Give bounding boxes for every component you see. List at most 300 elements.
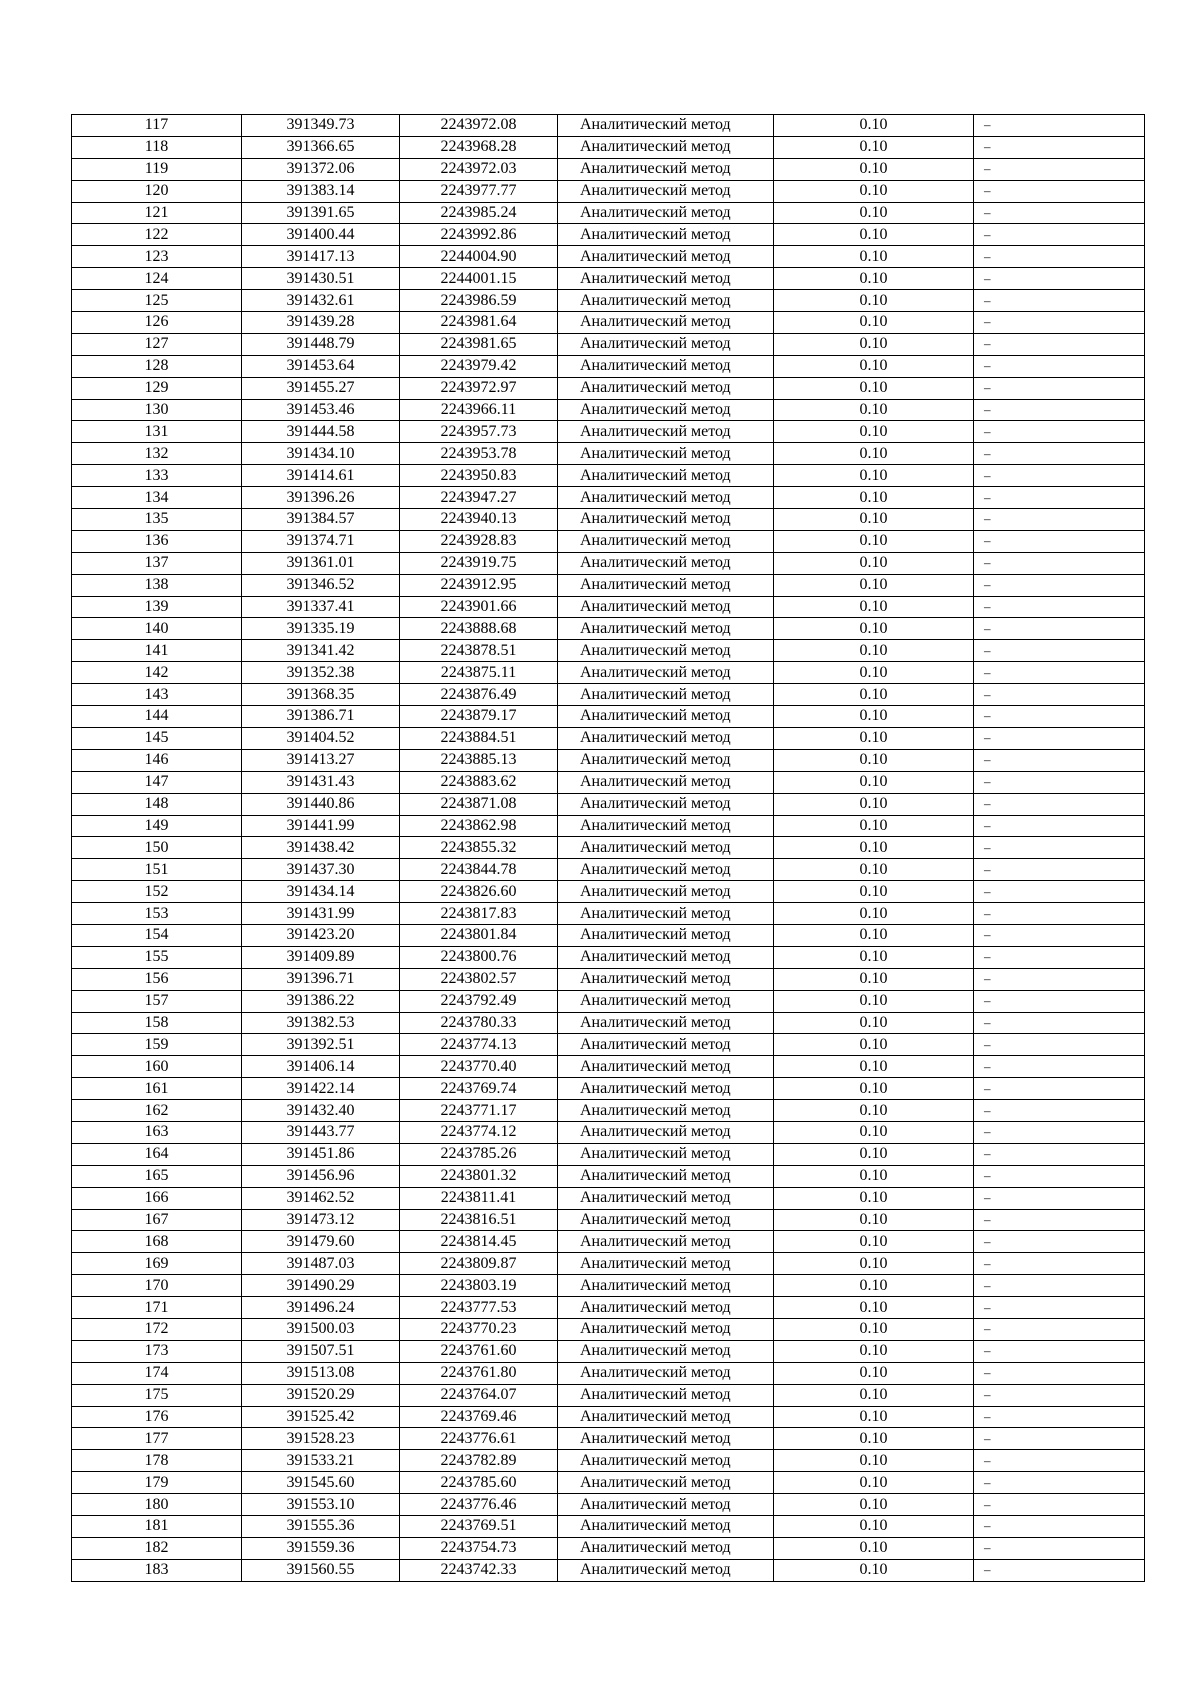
description-cell: – [974,1297,1145,1319]
accuracy-cell: 0.10 [774,837,974,859]
table-row [72,1472,1145,1494]
x-coordinate-cell: 391374.71 [242,530,400,552]
accuracy-cell: 0.10 [774,1362,974,1384]
point-number-cell: 126 [72,312,242,334]
y-coordinate-cell: 2244001.15 [400,268,558,290]
description-cell: – [974,837,1145,859]
x-coordinate-cell: 391396.71 [242,968,400,990]
method-cell: Аналитический метод [558,596,774,618]
description-cell: – [974,115,1145,137]
table-row [72,990,1145,1012]
accuracy-cell: 0.10 [774,990,974,1012]
x-coordinate-cell: 391444.58 [242,421,400,443]
y-coordinate-cell: 2243769.74 [400,1078,558,1100]
y-coordinate-cell: 2243785.60 [400,1472,558,1494]
method-cell: Аналитический метод [558,202,774,224]
method-cell: Аналитический метод [558,136,774,158]
table-row [72,180,1145,202]
method-cell: Аналитический метод [558,530,774,552]
description-cell: – [974,881,1145,903]
description-cell: – [974,443,1145,465]
description-cell: – [974,1187,1145,1209]
description-cell: – [974,465,1145,487]
method-cell: Аналитический метод [558,1187,774,1209]
point-number-cell: 134 [72,487,242,509]
accuracy-cell: 0.10 [774,443,974,465]
point-number-cell: 167 [72,1209,242,1231]
method-cell: Аналитический метод [558,1428,774,1450]
point-number-cell: 154 [72,924,242,946]
table-row [72,662,1145,684]
table-row [72,1209,1145,1231]
point-number-cell: 159 [72,1034,242,1056]
point-number-cell: 171 [72,1297,242,1319]
table-row [72,1494,1145,1516]
point-number-cell: 161 [72,1078,242,1100]
accuracy-cell: 0.10 [774,1297,974,1319]
accuracy-cell: 0.10 [774,793,974,815]
method-cell: Аналитический метод [558,1056,774,1078]
x-coordinate-cell: 391479.60 [242,1231,400,1253]
y-coordinate-cell: 2243928.83 [400,530,558,552]
table-row [72,552,1145,574]
description-cell: – [974,596,1145,618]
description-cell: – [974,1537,1145,1559]
description-cell: – [974,1450,1145,1472]
description-cell: – [974,1034,1145,1056]
table-row [72,377,1145,399]
x-coordinate-cell: 391528.23 [242,1428,400,1450]
point-number-cell: 152 [72,881,242,903]
accuracy-cell: 0.10 [774,136,974,158]
accuracy-cell: 0.10 [774,881,974,903]
accuracy-cell: 0.10 [774,1516,974,1538]
method-cell: Аналитический метод [558,1516,774,1538]
accuracy-cell: 0.10 [774,684,974,706]
x-coordinate-cell: 391441.99 [242,815,400,837]
table-row [72,487,1145,509]
accuracy-cell: 0.10 [774,530,974,552]
accuracy-cell: 0.10 [774,706,974,728]
x-coordinate-cell: 391448.79 [242,333,400,355]
accuracy-cell: 0.10 [774,1056,974,1078]
accuracy-cell: 0.10 [774,421,974,443]
table-row [72,924,1145,946]
method-cell: Аналитический метод [558,1165,774,1187]
table-row [72,574,1145,596]
x-coordinate-cell: 391368.35 [242,684,400,706]
point-number-cell: 163 [72,1121,242,1143]
method-cell: Аналитический метод [558,158,774,180]
method-cell: Аналитический метод [558,509,774,531]
table-row [72,1187,1145,1209]
description-cell: – [974,1143,1145,1165]
table-row [72,1143,1145,1165]
description-cell: – [974,1428,1145,1450]
point-number-cell: 122 [72,224,242,246]
point-number-cell: 183 [72,1559,242,1581]
description-cell: – [974,793,1145,815]
x-coordinate-cell: 391451.86 [242,1143,400,1165]
table-row [72,355,1145,377]
point-number-cell: 131 [72,421,242,443]
description-cell: – [974,574,1145,596]
point-number-cell: 138 [72,574,242,596]
point-number-cell: 141 [72,640,242,662]
point-number-cell: 123 [72,246,242,268]
description-cell: – [974,1231,1145,1253]
table-row [72,1428,1145,1450]
accuracy-cell: 0.10 [774,290,974,312]
accuracy-cell: 0.10 [774,268,974,290]
y-coordinate-cell: 2243754.73 [400,1537,558,1559]
x-coordinate-cell: 391431.43 [242,771,400,793]
description-cell: – [974,990,1145,1012]
method-cell: Аналитический метод [558,377,774,399]
y-coordinate-cell: 2243800.76 [400,946,558,968]
y-coordinate-cell: 2243774.12 [400,1121,558,1143]
table-row [72,509,1145,531]
table-row [72,443,1145,465]
point-number-cell: 160 [72,1056,242,1078]
y-coordinate-cell: 2243947.27 [400,487,558,509]
point-number-cell: 173 [72,1340,242,1362]
point-number-cell: 146 [72,749,242,771]
method-cell: Аналитический метод [558,1340,774,1362]
method-cell: Аналитический метод [558,1384,774,1406]
x-coordinate-cell: 391462.52 [242,1187,400,1209]
x-coordinate-cell: 391520.29 [242,1384,400,1406]
description-cell: – [974,1406,1145,1428]
description-cell: – [974,399,1145,421]
x-coordinate-cell: 391440.86 [242,793,400,815]
accuracy-cell: 0.10 [774,158,974,180]
y-coordinate-cell: 2243855.32 [400,837,558,859]
method-cell: Аналитический метод [558,355,774,377]
accuracy-cell: 0.10 [774,1012,974,1034]
accuracy-cell: 0.10 [774,903,974,925]
method-cell: Аналитический метод [558,990,774,1012]
method-cell: Аналитический метод [558,815,774,837]
x-coordinate-cell: 391417.13 [242,246,400,268]
point-number-cell: 135 [72,509,242,531]
table-row [72,640,1145,662]
method-cell: Аналитический метод [558,1253,774,1275]
accuracy-cell: 0.10 [774,771,974,793]
method-cell: Аналитический метод [558,1209,774,1231]
point-number-cell: 124 [72,268,242,290]
point-number-cell: 174 [72,1362,242,1384]
y-coordinate-cell: 2243968.28 [400,136,558,158]
y-coordinate-cell: 2243770.23 [400,1318,558,1340]
method-cell: Аналитический метод [558,180,774,202]
point-number-cell: 144 [72,706,242,728]
y-coordinate-cell: 2243769.46 [400,1406,558,1428]
method-cell: Аналитический метод [558,1012,774,1034]
description-cell: – [974,684,1145,706]
method-cell: Аналитический метод [558,399,774,421]
table-row [72,771,1145,793]
method-cell: Аналитический метод [558,618,774,640]
x-coordinate-cell: 391392.51 [242,1034,400,1056]
method-cell: Аналитический метод [558,1297,774,1319]
y-coordinate-cell: 2243764.07 [400,1384,558,1406]
accuracy-cell: 0.10 [774,487,974,509]
x-coordinate-cell: 391430.51 [242,268,400,290]
table-row [72,1384,1145,1406]
description-cell: – [974,180,1145,202]
x-coordinate-cell: 391525.42 [242,1406,400,1428]
y-coordinate-cell: 2243885.13 [400,749,558,771]
point-number-cell: 153 [72,903,242,925]
table-row [72,1121,1145,1143]
x-coordinate-cell: 391422.14 [242,1078,400,1100]
x-coordinate-cell: 391533.21 [242,1450,400,1472]
x-coordinate-cell: 391431.99 [242,903,400,925]
point-number-cell: 149 [72,815,242,837]
table-row [72,815,1145,837]
description-cell: – [974,355,1145,377]
description-cell: – [974,815,1145,837]
y-coordinate-cell: 2243803.19 [400,1275,558,1297]
point-number-cell: 178 [72,1450,242,1472]
method-cell: Аналитический метод [558,246,774,268]
table-row [72,968,1145,990]
y-coordinate-cell: 2243809.87 [400,1253,558,1275]
y-coordinate-cell: 2243871.08 [400,793,558,815]
y-coordinate-cell: 2243826.60 [400,881,558,903]
point-number-cell: 145 [72,727,242,749]
table-row [72,1340,1145,1362]
point-number-cell: 128 [72,355,242,377]
x-coordinate-cell: 391386.71 [242,706,400,728]
description-cell: – [974,640,1145,662]
method-cell: Аналитический метод [558,1406,774,1428]
table-row [72,881,1145,903]
description-cell: – [974,1340,1145,1362]
point-number-cell: 156 [72,968,242,990]
y-coordinate-cell: 2243883.62 [400,771,558,793]
method-cell: Аналитический метод [558,443,774,465]
point-number-cell: 147 [72,771,242,793]
x-coordinate-cell: 391400.44 [242,224,400,246]
table-row [72,859,1145,881]
description-cell: – [974,903,1145,925]
description-cell: – [974,202,1145,224]
method-cell: Аналитический метод [558,312,774,334]
y-coordinate-cell: 2243884.51 [400,727,558,749]
point-number-cell: 170 [72,1275,242,1297]
y-coordinate-cell: 2243875.11 [400,662,558,684]
x-coordinate-cell: 391490.29 [242,1275,400,1297]
point-number-cell: 168 [72,1231,242,1253]
y-coordinate-cell: 2243981.65 [400,333,558,355]
method-cell: Аналитический метод [558,684,774,706]
table-body [72,115,1145,1582]
table-row [72,1516,1145,1538]
description-cell: – [974,509,1145,531]
accuracy-cell: 0.10 [774,662,974,684]
y-coordinate-cell: 2243801.32 [400,1165,558,1187]
point-number-cell: 139 [72,596,242,618]
accuracy-cell: 0.10 [774,1034,974,1056]
description-cell: – [974,1516,1145,1538]
y-coordinate-cell: 2243912.95 [400,574,558,596]
table-row [72,1275,1145,1297]
table-row [72,1559,1145,1581]
x-coordinate-cell: 391423.20 [242,924,400,946]
description-cell: – [974,136,1145,158]
point-number-cell: 157 [72,990,242,1012]
method-cell: Аналитический метод [558,924,774,946]
x-coordinate-cell: 391438.42 [242,837,400,859]
point-number-cell: 148 [72,793,242,815]
y-coordinate-cell: 2243878.51 [400,640,558,662]
method-cell: Аналитический метод [558,662,774,684]
description-cell: – [974,662,1145,684]
x-coordinate-cell: 391455.27 [242,377,400,399]
x-coordinate-cell: 391382.53 [242,1012,400,1034]
point-number-cell: 158 [72,1012,242,1034]
x-coordinate-cell: 391396.26 [242,487,400,509]
description-cell: – [974,224,1145,246]
x-coordinate-cell: 391453.64 [242,355,400,377]
y-coordinate-cell: 2243901.66 [400,596,558,618]
point-number-cell: 117 [72,115,242,137]
method-cell: Аналитический метод [558,268,774,290]
table-row [72,158,1145,180]
description-cell: – [974,706,1145,728]
y-coordinate-cell: 2243981.64 [400,312,558,334]
description-cell: – [974,727,1145,749]
description-cell: – [974,1318,1145,1340]
table-row [72,727,1145,749]
accuracy-cell: 0.10 [774,1428,974,1450]
accuracy-cell: 0.10 [774,1121,974,1143]
point-number-cell: 140 [72,618,242,640]
y-coordinate-cell: 2243879.17 [400,706,558,728]
point-number-cell: 172 [72,1318,242,1340]
description-cell: – [974,859,1145,881]
description-cell: – [974,312,1145,334]
accuracy-cell: 0.10 [774,399,974,421]
accuracy-cell: 0.10 [774,509,974,531]
description-cell: – [974,1494,1145,1516]
point-number-cell: 125 [72,290,242,312]
table-row [72,202,1145,224]
method-cell: Аналитический метод [558,640,774,662]
point-number-cell: 165 [72,1165,242,1187]
x-coordinate-cell: 391346.52 [242,574,400,596]
method-cell: Аналитический метод [558,903,774,925]
method-cell: Аналитический метод [558,1143,774,1165]
description-cell: – [974,968,1145,990]
x-coordinate-cell: 391404.52 [242,727,400,749]
description-cell: – [974,1165,1145,1187]
accuracy-cell: 0.10 [774,574,974,596]
table-row [72,903,1145,925]
method-cell: Аналитический метод [558,1231,774,1253]
description-cell: – [974,946,1145,968]
method-cell: Аналитический метод [558,1450,774,1472]
method-cell: Аналитический метод [558,771,774,793]
description-cell: – [974,1012,1145,1034]
table-row [72,1165,1145,1187]
y-coordinate-cell: 2243876.49 [400,684,558,706]
table-row [72,1078,1145,1100]
table-row [72,793,1145,815]
method-cell: Аналитический метод [558,793,774,815]
method-cell: Аналитический метод [558,465,774,487]
table-row [72,596,1145,618]
y-coordinate-cell: 2243977.77 [400,180,558,202]
y-coordinate-cell: 2243972.03 [400,158,558,180]
point-number-cell: 177 [72,1428,242,1450]
y-coordinate-cell: 2243992.86 [400,224,558,246]
point-number-cell: 164 [72,1143,242,1165]
x-coordinate-cell: 391409.89 [242,946,400,968]
table-row [72,706,1145,728]
method-cell: Аналитический метод [558,749,774,771]
point-number-cell: 169 [72,1253,242,1275]
method-cell: Аналитический метод [558,1362,774,1384]
table-row [72,465,1145,487]
table-row [72,1406,1145,1428]
y-coordinate-cell: 2243777.53 [400,1297,558,1319]
x-coordinate-cell: 391500.03 [242,1318,400,1340]
table-row [72,399,1145,421]
point-number-cell: 132 [72,443,242,465]
y-coordinate-cell: 2243972.08 [400,115,558,137]
y-coordinate-cell: 2243761.60 [400,1340,558,1362]
accuracy-cell: 0.10 [774,968,974,990]
description-cell: – [974,618,1145,640]
x-coordinate-cell: 391559.36 [242,1537,400,1559]
table-row [72,312,1145,334]
accuracy-cell: 0.10 [774,246,974,268]
point-number-cell: 120 [72,180,242,202]
x-coordinate-cell: 391496.24 [242,1297,400,1319]
x-coordinate-cell: 391432.61 [242,290,400,312]
table-row [72,618,1145,640]
accuracy-cell: 0.10 [774,224,974,246]
description-cell: – [974,1472,1145,1494]
point-number-cell: 166 [72,1187,242,1209]
table-row [72,1100,1145,1122]
accuracy-cell: 0.10 [774,1187,974,1209]
method-cell: Аналитический метод [558,706,774,728]
y-coordinate-cell: 2243957.73 [400,421,558,443]
description-cell: – [974,158,1145,180]
accuracy-cell: 0.10 [774,946,974,968]
description-cell: – [974,333,1145,355]
table-row [72,1537,1145,1559]
point-number-cell: 127 [72,333,242,355]
accuracy-cell: 0.10 [774,727,974,749]
accuracy-cell: 0.10 [774,1340,974,1362]
x-coordinate-cell: 391443.77 [242,1121,400,1143]
method-cell: Аналитический метод [558,224,774,246]
method-cell: Аналитический метод [558,1275,774,1297]
accuracy-cell: 0.10 [774,1406,974,1428]
x-coordinate-cell: 391560.55 [242,1559,400,1581]
method-cell: Аналитический метод [558,1318,774,1340]
y-coordinate-cell: 2243782.89 [400,1450,558,1472]
y-coordinate-cell: 2243774.13 [400,1034,558,1056]
table-row [72,1297,1145,1319]
table-row [72,224,1145,246]
point-number-cell: 119 [72,158,242,180]
